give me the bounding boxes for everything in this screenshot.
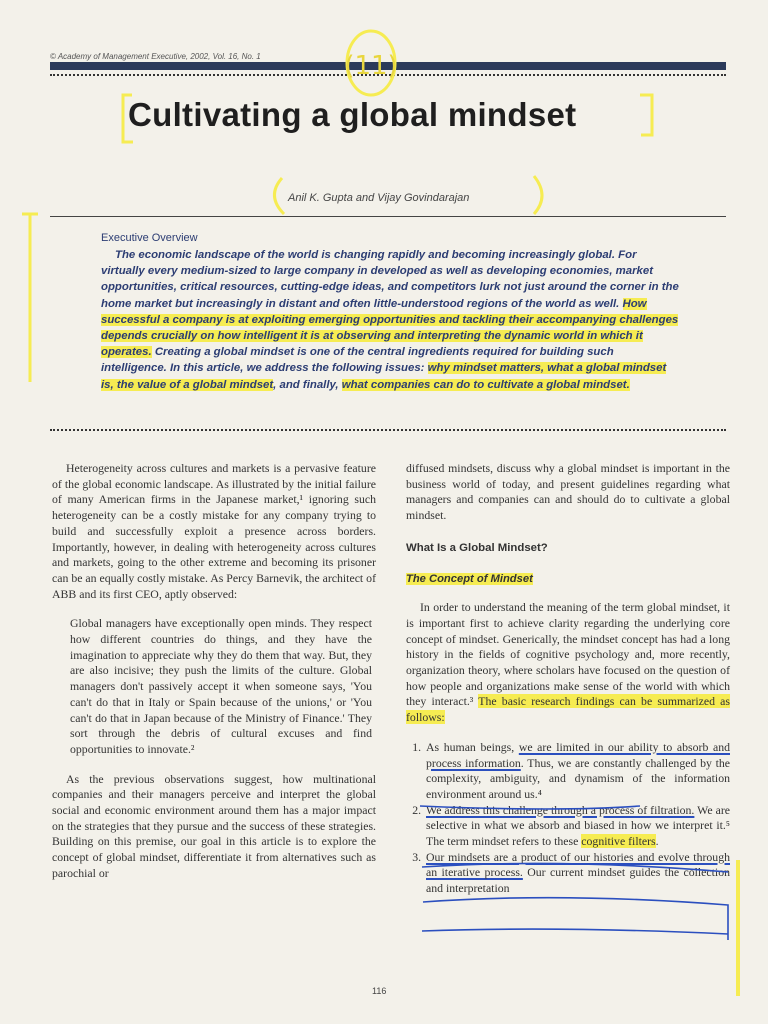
overview-sentence: , and finally, bbox=[273, 378, 342, 391]
list-item bbox=[424, 740, 730, 803]
list-text: As human beings, bbox=[426, 739, 519, 754]
body-paragraph: diffused mindsets, discuss why a global mindset is important in the business world of today, and present guidelines regarding what managers and companies can and should do to cultivate a global mindset. bbox=[406, 461, 730, 523]
pen-underline: Our mindsets are a product of our histories and evolve through an iterative process. bbox=[426, 849, 730, 880]
header-rule-thick bbox=[50, 62, 726, 70]
right-column bbox=[406, 461, 730, 897]
pen-stroke bbox=[423, 898, 728, 940]
findings-list bbox=[406, 740, 730, 897]
executive-overview-label: Executive Overview bbox=[101, 232, 198, 244]
overview-highlight: what companies can do to cultivate a global mindset. bbox=[341, 378, 630, 391]
subsection-heading bbox=[406, 571, 730, 588]
body-paragraph bbox=[406, 600, 730, 726]
header-rule-dotted bbox=[50, 74, 726, 76]
list-text: We are selective in what we absorb and biased in how we interpret it.⁵ The term mindset refers to these bbox=[426, 802, 730, 849]
pen-underline: we are limited in our ability to absorb and process information bbox=[426, 739, 730, 770]
body-highlight: The basic research findings can be summarized as follows: bbox=[406, 694, 730, 725]
body-text: In order to understand the meaning of the term global mindset, it is important first to achieve clarity regarding the underlying core concept of mindset. Generically, the mindset concept has had a long history in the fields of cognitive psychology and, more recently, organization theory, where scholars have focused on the question of how people and organizations make sense of the world with which they interact.³ bbox=[406, 600, 730, 709]
list-item bbox=[424, 850, 730, 897]
list-text: Our current mindset guides the collection and interpretation bbox=[426, 865, 730, 896]
overview-sentence: Creating a global mindset is one of the central ingredients required for building such intelligence. In this article, we address the following issues: bbox=[101, 346, 614, 375]
margin-note-text: (11) bbox=[344, 51, 398, 81]
authors-rule bbox=[50, 216, 726, 217]
title-bracket-right bbox=[640, 95, 652, 135]
executive-overview-text bbox=[101, 247, 681, 393]
left-column bbox=[52, 461, 376, 882]
journal-citation: © Academy of Management Executive, 2002, Vol. 16, No. 1 bbox=[50, 52, 261, 61]
overview-sentence: The economic landscape of the world is changing rapidly and becoming increasingly global. For virtually every medium-sized to large company in developed as well as developing economies, market opportunities, critical resources, cutting-edge ideas, and competitors lurk not just around the corner in the home market but increasingly in distant and often little-understood regions of the world as well. bbox=[101, 249, 679, 310]
authors-paren-left bbox=[274, 178, 284, 214]
overview-highlight: why mindset matters, what a global mindset is, the value of a global mindset bbox=[101, 362, 667, 391]
list-item bbox=[424, 803, 730, 850]
overview-highlight: How successful a company is at exploiting emerging opportunities and tackling their accompanying challenges depends crucially on how intelligent it is at observing and interpreting the dynamic world in which it operates. bbox=[101, 297, 679, 359]
pen-underline: We address this challenge through a process of filtration. bbox=[426, 802, 695, 817]
overview-rule-dotted bbox=[50, 429, 726, 431]
subsection-heading-text: The Concept of Mindset bbox=[406, 572, 533, 585]
block-quote: Global managers have exceptionally open minds. They respect how different countries do things, and they have the imagination to appreciate why they do them that way. But, they are also incisive; they push the limits of the culture. Global managers don't passively accept it when someone says, 'You can't do that in Italy or Spain because of the unions,' or 'You can't do that in Japan because of the Ministry of Finance.' They sort through the debris of cultural excuses and find opportunities to innovate.² bbox=[70, 616, 372, 756]
authors-paren-right bbox=[534, 176, 542, 214]
body-paragraph: As the previous observations suggest, how multinational companies and their managers perceive and interpret the global social and economic environment around them has a major impact on the strategies that they pursue and the success of these strategies. Building on this premise, our goal in this article is to explore the concept of global mindset, differentiate it from alternatives such as parochial or bbox=[52, 771, 376, 880]
list-text: . Thus, we are constantly challenged by the complexity, ambiguity, and dynamism of the information environment around us.⁴ bbox=[426, 755, 730, 801]
article-authors: Anil K. Gupta and Vijay Govindarajan bbox=[288, 192, 470, 204]
body-paragraph: Heterogeneity across cultures and markets is a pervasive feature of the global economic landscape. As illustrated by the initial failure of many American firms in the Japanese market,¹ ignoring such heterogeneity can be a costly mistake for any company trying to build and successfully exploit a presence across borders. Importantly, however, in dealing with heterogeneity across cultures and markets, going to the other extreme and becoming its prisoner can be an equally costly mistake. As Percy Barnevik, the architect of ABB and its first CEO, aptly observed: bbox=[52, 461, 376, 601]
list-text: . bbox=[655, 834, 659, 849]
section-heading: What Is a Global Mindset? bbox=[406, 541, 548, 554]
body-highlight: cognitive filters bbox=[581, 834, 656, 849]
article-title: Cultivating a global mindset bbox=[128, 96, 577, 133]
pen-stroke bbox=[422, 929, 728, 934]
page-number: 116 bbox=[372, 986, 387, 996]
